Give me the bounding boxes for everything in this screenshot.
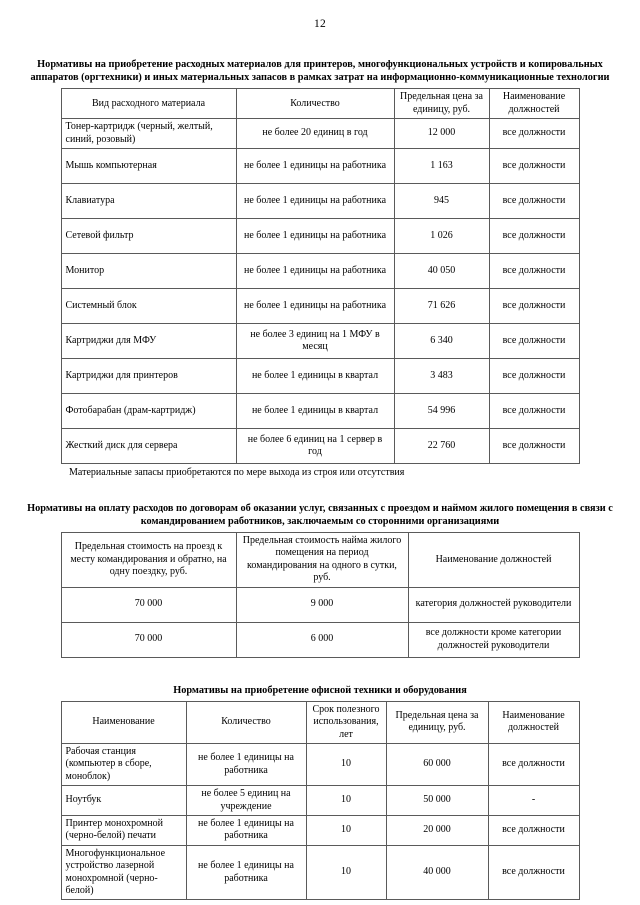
cell-positions: категория должностей руководители — [408, 587, 579, 622]
table-row — [61, 119, 579, 149]
cell-material: Клавиатура — [61, 184, 236, 219]
column-header-price: Предельная цена за единицу, руб. — [386, 701, 488, 743]
table-row — [61, 816, 579, 846]
cell-travel-cost: 70 000 — [61, 587, 236, 622]
column-header-name: Наименование — [61, 701, 186, 743]
cell-positions: все должности — [489, 429, 579, 464]
cell-quantity: не более 1 единицы на работника — [236, 149, 394, 184]
cell-price: 71 626 — [394, 289, 489, 324]
column-header-travel-cost: Предельная стоимость на проезд к месту командирования и обратно, на одну поездку, руб. — [61, 532, 236, 587]
cell-positions: все должности кроме категории должностей руководители — [408, 622, 579, 657]
cell-price: 40 000 — [386, 845, 488, 900]
column-header-positions: Наименование должностей — [488, 701, 579, 743]
cell-material: Монитор — [61, 254, 236, 289]
cell-material: Жесткий диск для сервера — [61, 429, 236, 464]
cell-name: Многофункциональное устройство лазерной монохромной (черно-белой) — [61, 845, 186, 900]
column-header-price: Предельная цена за единицу, руб. — [394, 89, 489, 119]
cell-useful-life: 10 — [306, 845, 386, 900]
cell-quantity: не более 1 единицы в квартал — [236, 359, 394, 394]
cell-price: 50 000 — [386, 786, 488, 816]
cell-material: Сетевой фильтр — [61, 219, 236, 254]
column-header-useful-life: Срок полезного использования, лет — [306, 701, 386, 743]
cell-price: 40 050 — [394, 254, 489, 289]
column-header-positions: Наименование должностей — [408, 532, 579, 587]
cell-positions: все должности — [489, 219, 579, 254]
table-row — [61, 324, 579, 359]
cell-positions: все должности — [489, 184, 579, 219]
cell-lodging-cost: 6 000 — [236, 622, 408, 657]
cell-material: Фотобарабан (драм-картридж) — [61, 394, 236, 429]
table-note-consumables: Материальные запасы приобретаются по мере выхода из строя или отсутствия — [69, 467, 405, 479]
cell-price: 3 483 — [394, 359, 489, 394]
cell-quantity: не более 1 единицы в квартал — [236, 394, 394, 429]
table-row — [61, 622, 579, 657]
table-travel — [61, 532, 580, 658]
cell-positions: все должности — [489, 324, 579, 359]
column-header-quantity: Количество — [186, 701, 306, 743]
cell-name: Принтер монохромной (черно-белой) печати — [61, 816, 186, 846]
table-row — [61, 219, 579, 254]
cell-positions: все должности — [489, 289, 579, 324]
cell-price: 945 — [394, 184, 489, 219]
cell-useful-life: 10 — [306, 743, 386, 785]
cell-positions: все должности — [488, 743, 579, 785]
cell-positions: все должности — [489, 359, 579, 394]
table-row — [61, 743, 579, 785]
cell-positions: все должности — [489, 119, 579, 149]
table-header-row — [61, 89, 579, 119]
cell-positions: все должности — [489, 394, 579, 429]
table-header-row — [61, 532, 579, 587]
cell-quantity: не более 1 единицы на работника — [186, 816, 306, 846]
table-row — [61, 394, 579, 429]
cell-quantity: не более 3 единиц на 1 МФУ в месяц — [236, 324, 394, 359]
table-header-row — [61, 701, 579, 743]
table-row — [61, 289, 579, 324]
table-row — [61, 845, 579, 900]
cell-positions: все должности — [488, 816, 579, 846]
cell-price: 22 760 — [394, 429, 489, 464]
table-consumables — [61, 88, 580, 464]
cell-quantity: не более 1 единицы на работника — [236, 289, 394, 324]
section-heading-travel: Нормативы на оплату расходов по договорам об оказании услуг, связанных с проездом и наймом жилого помещения в связи с командированием работников, заключаемым со сторонними организациями — [27, 502, 613, 527]
cell-name: Ноутбук — [61, 786, 186, 816]
column-header-positions: Наименование должностей — [489, 89, 579, 119]
cell-price: 60 000 — [386, 743, 488, 785]
cell-name: Рабочая станция (компьютер в сборе, моноблок) — [61, 743, 186, 785]
cell-material: Картриджи для принтеров — [61, 359, 236, 394]
cell-material: Тонер-картридж (черный, желтый, синий, розовый) — [61, 119, 236, 149]
table-row — [61, 184, 579, 219]
column-header-material: Вид расходного материала — [61, 89, 236, 119]
cell-quantity: не более 1 единицы на работника — [186, 845, 306, 900]
cell-price: 54 996 — [394, 394, 489, 429]
cell-useful-life: 10 — [306, 786, 386, 816]
cell-quantity: не более 1 единицы на работника — [186, 743, 306, 785]
cell-price: 1 026 — [394, 219, 489, 254]
section-heading-office-equipment: Нормативы на приобретение офисной техники и оборудования — [173, 684, 467, 696]
cell-material: Картриджи для МФУ — [61, 324, 236, 359]
column-header-lodging-cost: Предельная стоимость найма жилого помещения на период командирования на одного в сутки, руб. — [236, 532, 408, 587]
table-row — [61, 149, 579, 184]
table-row — [61, 429, 579, 464]
table-row — [61, 359, 579, 394]
cell-price: 6 340 — [394, 324, 489, 359]
page-number: 12 — [314, 18, 326, 30]
cell-material: Мышь компьютерная — [61, 149, 236, 184]
cell-positions: все должности — [489, 149, 579, 184]
cell-travel-cost: 70 000 — [61, 622, 236, 657]
cell-positions: все должности — [488, 845, 579, 900]
cell-quantity: не более 5 единиц на учреждение — [186, 786, 306, 816]
table-office-equipment — [61, 701, 580, 901]
table-row — [61, 254, 579, 289]
table-row — [61, 587, 579, 622]
column-header-quantity: Количество — [236, 89, 394, 119]
cell-price: 20 000 — [386, 816, 488, 846]
cell-positions: - — [488, 786, 579, 816]
cell-quantity: не более 1 единицы на работника — [236, 254, 394, 289]
cell-useful-life: 10 — [306, 816, 386, 846]
cell-price: 1 163 — [394, 149, 489, 184]
cell-quantity: не более 1 единицы на работника — [236, 184, 394, 219]
section-heading-consumables: Нормативы на приобретение расходных материалов для принтеров, многофункциональных устройств и копировальных аппаратов (оргтехники) и иных материальных запасов в рамках затрат на информационно-коммуникационные технологии — [30, 59, 610, 84]
cell-quantity: не более 20 единиц в год — [236, 119, 394, 149]
table-row — [61, 786, 579, 816]
cell-price: 12 000 — [394, 119, 489, 149]
cell-lodging-cost: 9 000 — [236, 587, 408, 622]
cell-material: Системный блок — [61, 289, 236, 324]
cell-positions: все должности — [489, 254, 579, 289]
cell-quantity: не более 6 единиц на 1 сервер в год — [236, 429, 394, 464]
cell-quantity: не более 1 единицы на работника — [236, 219, 394, 254]
